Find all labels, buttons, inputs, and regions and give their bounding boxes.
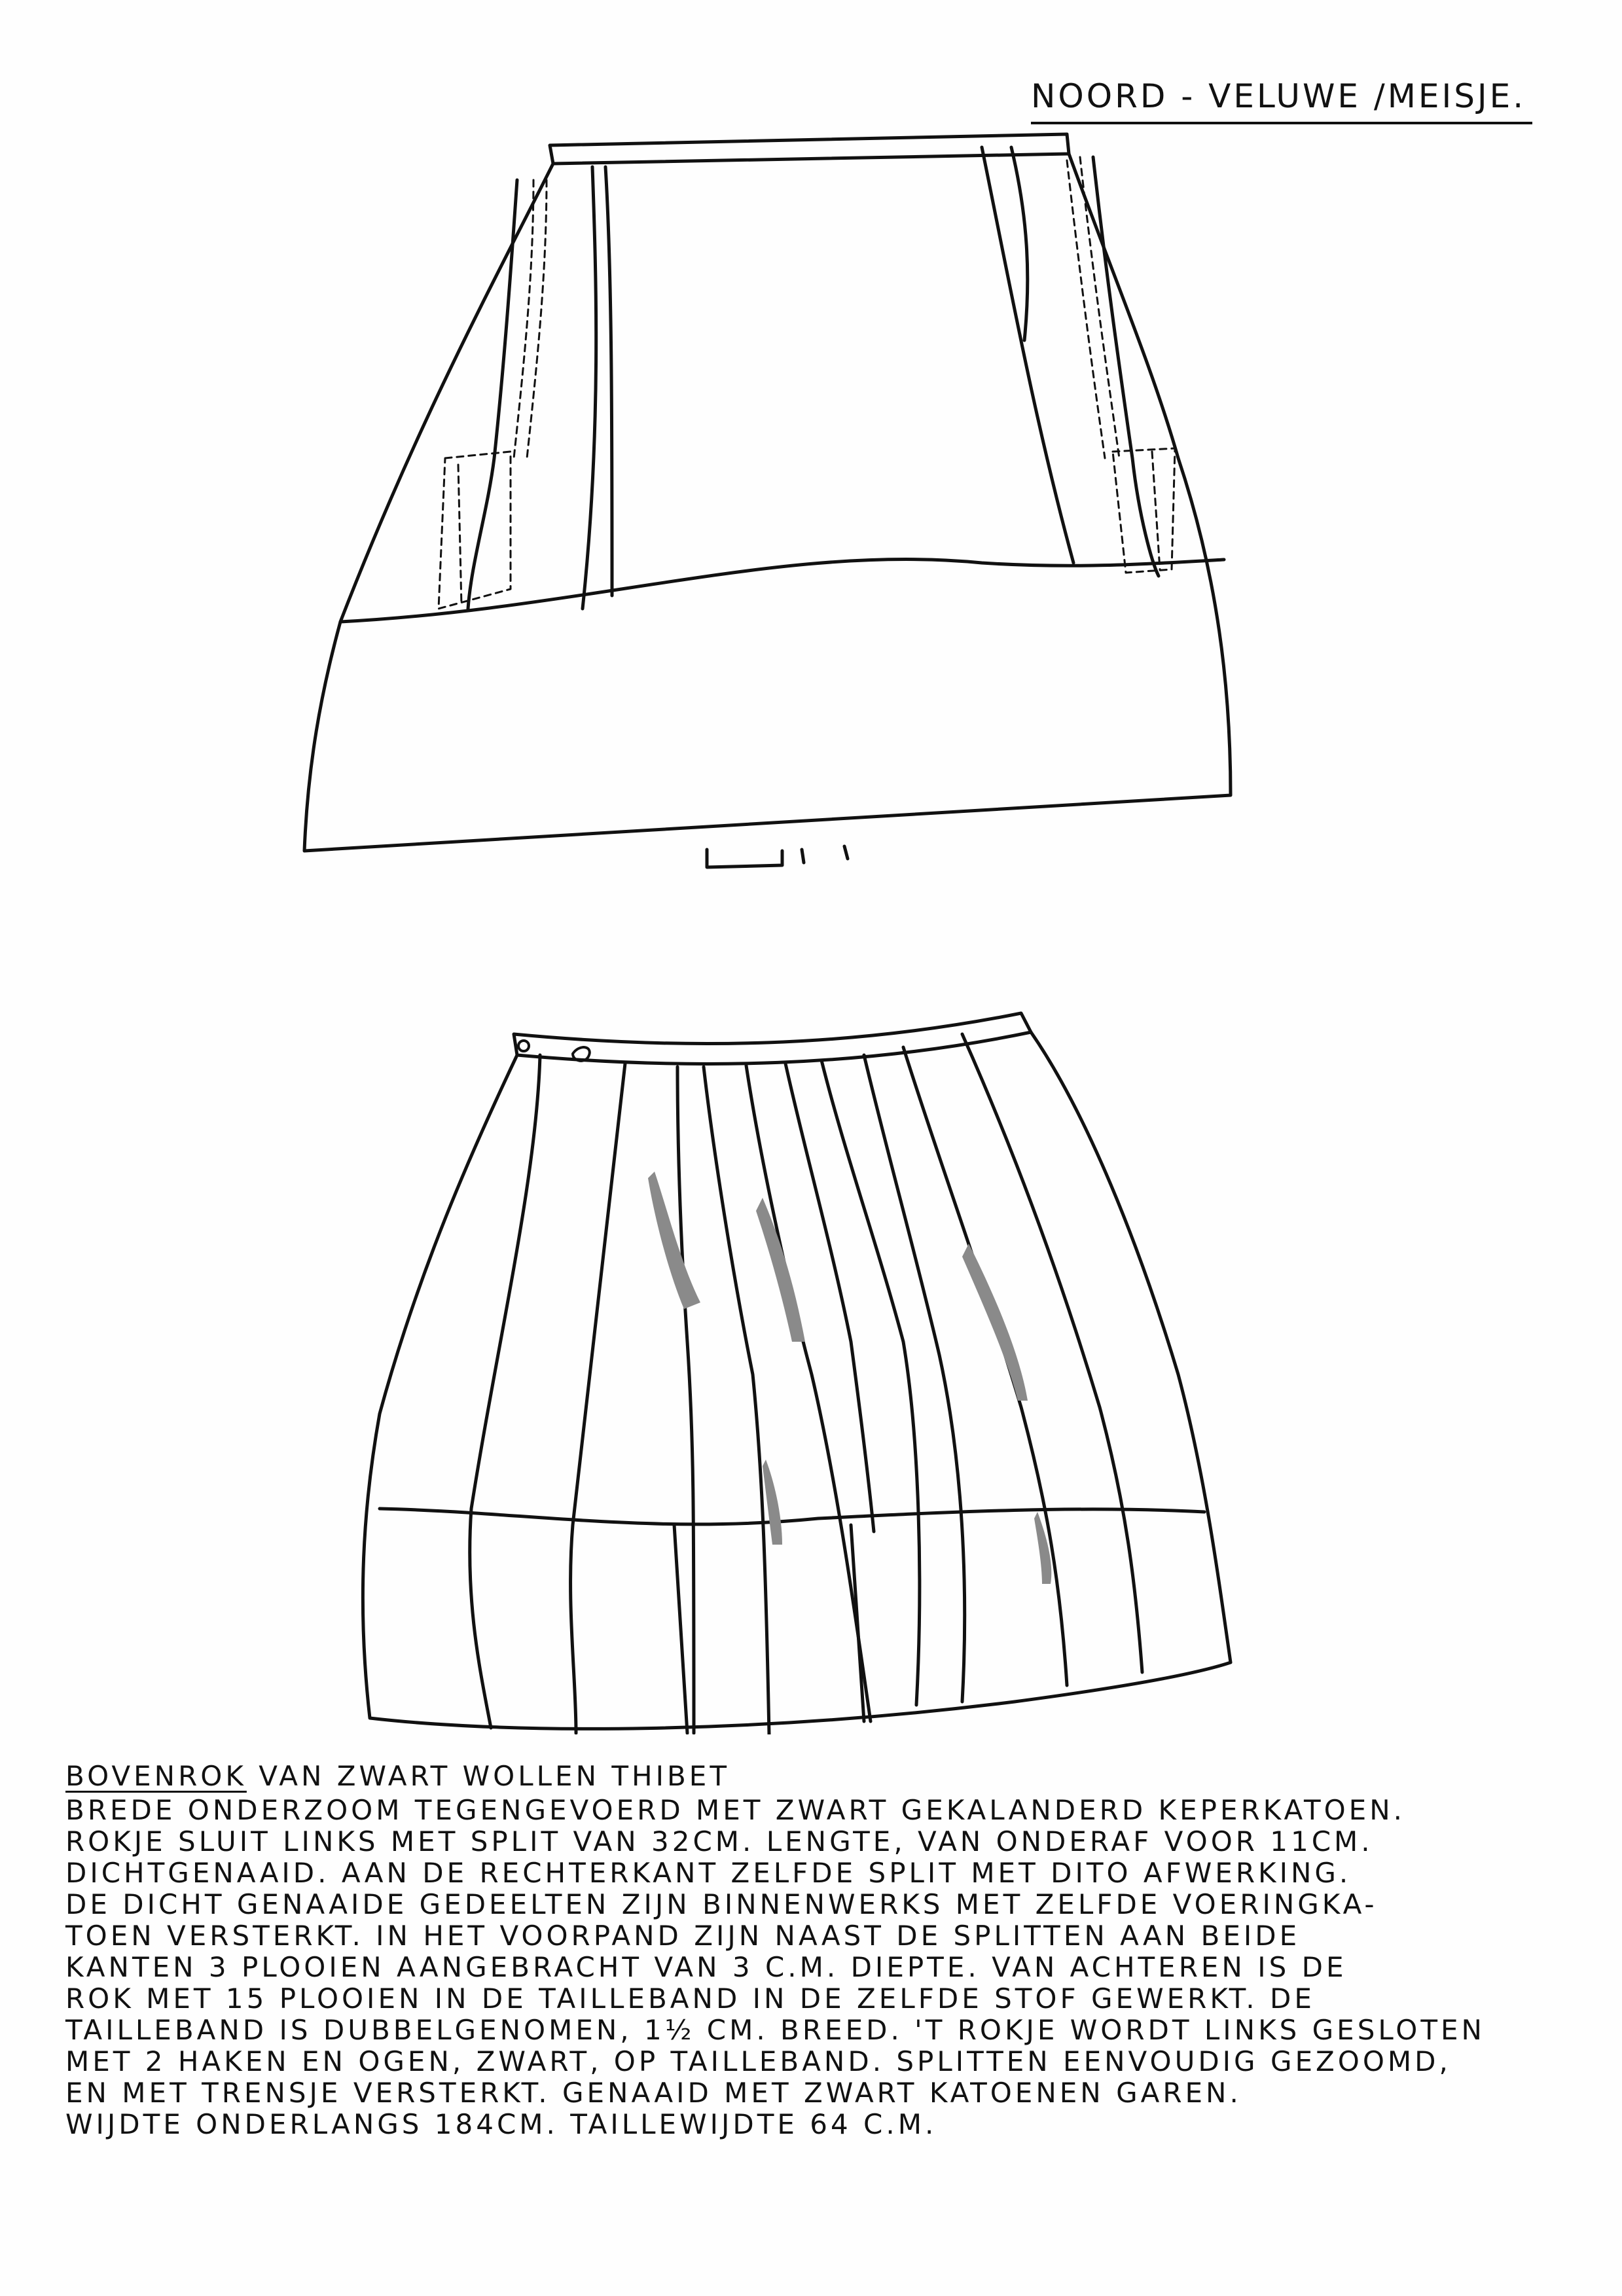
back-waistband (514, 1013, 1031, 1064)
description-line: BREDE ONDERZOOM TEGENGEVOERD MET ZWART GEKALANDERD KEPERKATOEN. (65, 1794, 1405, 1826)
skirt-front-icon (304, 134, 1231, 867)
description-line: ROKJE SLUIT LINKS MET SPLIT VAN 32CM. LENGTE, VAN ONDERAF VOOR 11CM. (65, 1825, 1373, 1857)
waistband-hook (518, 1041, 529, 1051)
front-hem-tab (844, 846, 848, 859)
description-line: TAILLEBAND IS DUBBELGENOMEN, 1½ CM. BREED. 'T ROKJE WORDT LINKS GESLOTEN (65, 2014, 1485, 2046)
page-title-text: NOORD - VELUWE /MEISJE. (1031, 77, 1526, 115)
description-heading: BOVENROK (65, 1760, 247, 1792)
front-hem-tab (707, 850, 782, 867)
skirt-back-icon (363, 1013, 1231, 1734)
front-hem-tab (802, 850, 804, 863)
description-heading-line (65, 1761, 1571, 1792)
description-line: MET 2 HAKEN EN OGEN, ZWART, OP TAILLEBAND. SPLITTEN EENVOUDIG GEZOOMD, (65, 2045, 1451, 2077)
front-waistband (550, 134, 1069, 164)
pleat-shading (648, 1172, 1051, 1584)
description-line: DE DICHT GENAAIDE GEDEELTEN ZIJN BINNENWERKS MET ZELFDE VOERINGKA- (65, 1888, 1378, 1920)
description-line: TOEN VERSTERKT. IN HET VOORPAND ZIJN NAAST DE SPLITTEN AAN BEIDE (65, 1920, 1301, 1952)
description-heading-rest: VAN ZWART WOLLEN THIBET (259, 1760, 730, 1792)
description-line: DICHTGENAAID. AAN DE RECHTERKANT ZELFDE SPLIT MET DITO AFWERKING. (65, 1857, 1352, 1889)
description-line: EN MET TRENSJE VERSTERKT. GENAAID MET ZWART KATOENEN GAREN. (65, 2077, 1242, 2109)
description-block (65, 1761, 1571, 2140)
back-hem-band (380, 1509, 1204, 1524)
description-line: ROK MET 15 PLOOIEN IN DE TAILLEBAND IN DE ZELFDE STOF GEWERKT. DE (65, 1982, 1315, 2015)
description-line: KANTEN 3 PLOOIEN AANGEBRACHT VAN 3 C.M. DIEPTE. VAN ACHTEREN IS DE (65, 1951, 1347, 1983)
description-line: WIJDTE ONDERLANGS 184CM. TAILLEWIJDTE 64 C.M. (65, 2108, 937, 2140)
